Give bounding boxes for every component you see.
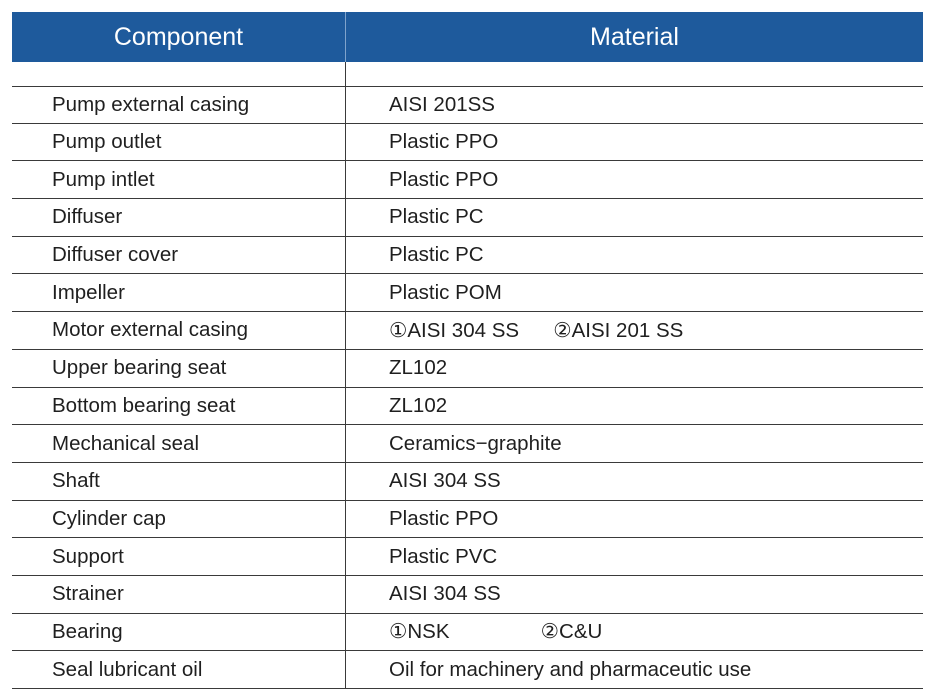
- material-cell: AISI 304 SS: [389, 469, 501, 493]
- material-cell: ①AISI 304 SS ②AISI 201 SS: [389, 318, 684, 342]
- table-row: [12, 425, 923, 463]
- table-row: [12, 237, 923, 275]
- material-cell: AISI 304 SS: [389, 582, 501, 606]
- material-cell: Plastic PC: [389, 243, 484, 267]
- component-cell: Bottom bearing seat: [12, 388, 346, 425]
- table-row: [12, 312, 923, 350]
- component-cell: Diffuser: [12, 199, 346, 236]
- material-cell: Plastic PVC: [389, 544, 498, 568]
- component-cell: Upper bearing seat: [12, 350, 346, 387]
- header-component: Component: [12, 12, 346, 62]
- material-cell: ZL102: [389, 356, 448, 380]
- table-row: [12, 576, 923, 614]
- table-row: [12, 86, 923, 124]
- table-row: [12, 124, 923, 162]
- component-cell: Strainer: [12, 576, 346, 613]
- table-row: [12, 199, 923, 237]
- table-row: [12, 463, 923, 501]
- component-cell: Seal lubricant oil: [12, 651, 346, 688]
- material-cell: Plastic PPO: [389, 506, 499, 530]
- material-cell: Plastic PPO: [389, 130, 499, 154]
- table-body: [12, 86, 923, 689]
- header-material: Material: [590, 22, 679, 51]
- spacer-divider: [12, 62, 346, 86]
- component-cell: Bearing: [12, 614, 346, 651]
- component-cell: Support: [12, 538, 346, 575]
- table-row: [12, 161, 923, 199]
- table-row: [12, 274, 923, 312]
- material-cell: ZL102: [389, 393, 448, 417]
- component-cell: Pump intlet: [12, 161, 346, 198]
- material-cell: Ceramics−graphite: [389, 431, 562, 455]
- component-cell: Pump external casing: [12, 87, 346, 123]
- table-row: [12, 614, 923, 652]
- table-row: [12, 538, 923, 576]
- material-cell: Plastic PC: [389, 205, 484, 229]
- material-cell: AISI 201SS: [389, 92, 495, 116]
- component-cell: Impeller: [12, 274, 346, 311]
- component-cell: Motor external casing: [12, 312, 346, 349]
- table-row: [12, 350, 923, 388]
- materials-table: [12, 12, 923, 689]
- material-cell: Plastic POM: [389, 280, 502, 304]
- component-cell: Pump outlet: [12, 124, 346, 161]
- table-row: [12, 388, 923, 426]
- material-cell: Plastic PPO: [389, 167, 499, 191]
- table-row: [12, 651, 923, 689]
- material-cell: ①NSK ②C&U: [389, 620, 603, 644]
- component-cell: Mechanical seal: [12, 425, 346, 462]
- component-cell: Diffuser cover: [12, 237, 346, 274]
- material-cell: Oil for machinery and pharmaceutic use: [389, 657, 752, 681]
- component-cell: Cylinder cap: [12, 501, 346, 538]
- table-header: [12, 12, 923, 62]
- table-row: [12, 501, 923, 539]
- component-cell: Shaft: [12, 463, 346, 500]
- table-spacer: [12, 62, 923, 86]
